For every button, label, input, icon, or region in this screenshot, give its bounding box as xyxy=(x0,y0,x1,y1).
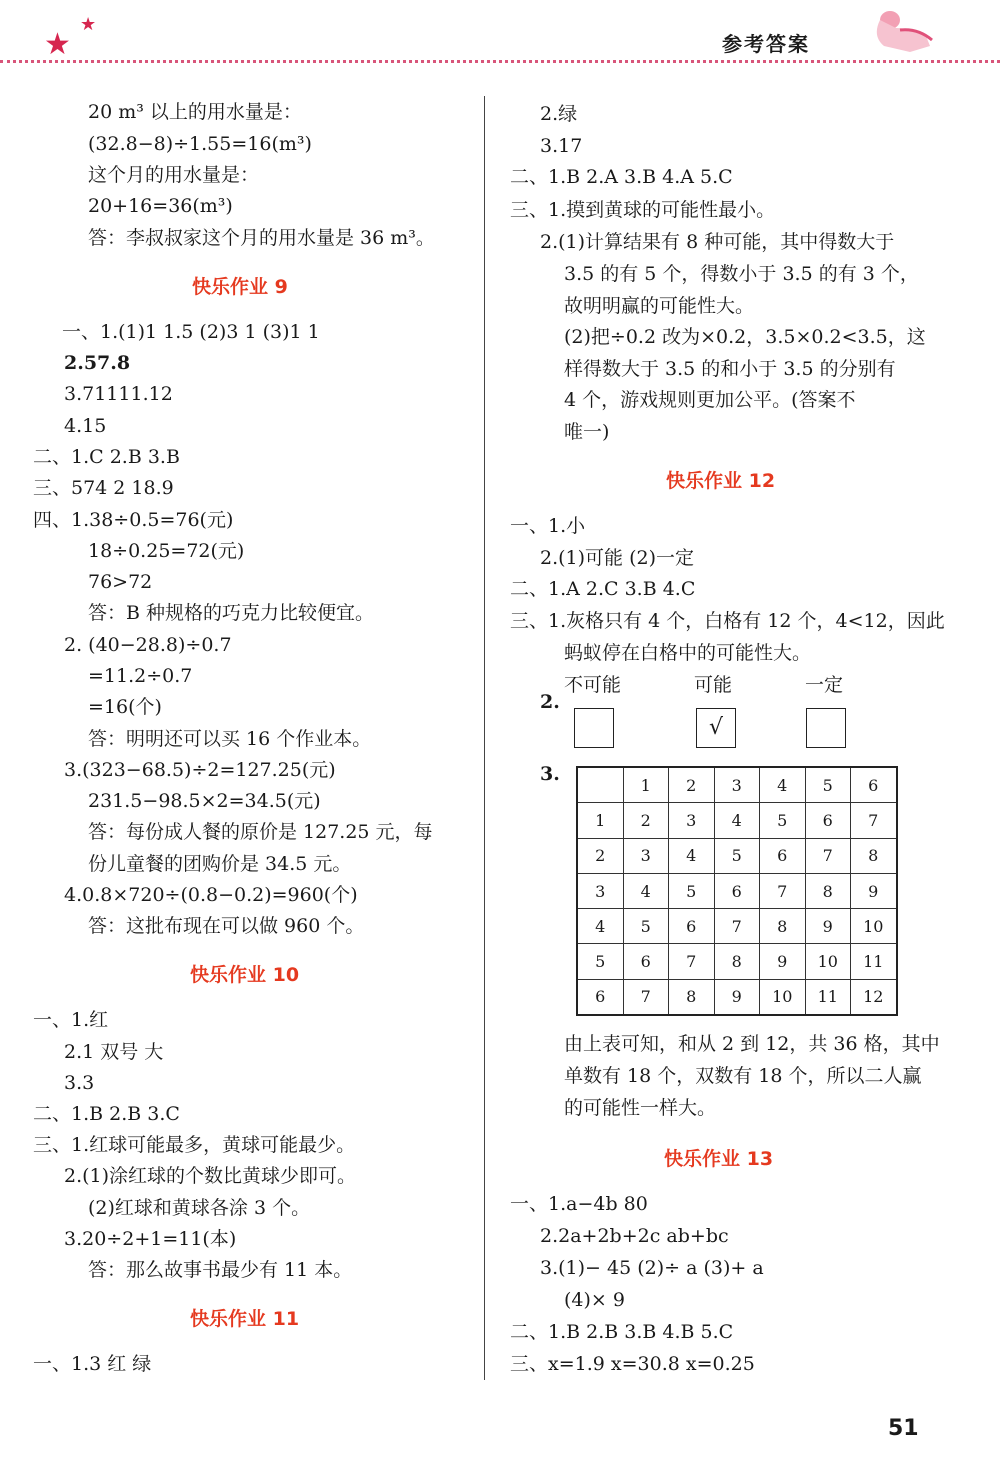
answer-line: 231.5−98.5×2=34.5(元) xyxy=(88,790,321,812)
answer-line: 份儿童餐的团购价是 34.5 元。 xyxy=(88,853,352,875)
section-title-hw10: 快乐作业 10 xyxy=(190,964,300,986)
header-divider xyxy=(0,60,1000,63)
table-cell: 11 xyxy=(851,944,897,979)
table-cell: 5 xyxy=(669,873,715,908)
header-title: 参考答案 xyxy=(722,32,810,56)
answer-line: 单数有 18 个，双数有 18 个，所以二人赢 xyxy=(564,1065,922,1087)
answer-line: 18÷0.25=72(元) xyxy=(88,540,245,562)
table-cell: 10 xyxy=(760,979,806,1015)
table-cell: 8 xyxy=(851,838,897,873)
table-row xyxy=(577,838,897,873)
check-mark-icon: √ xyxy=(708,715,724,740)
answer-line: 二、1.A 2.C 3.B 4.C xyxy=(510,578,696,600)
answer-line: 3.20÷2+1=11(本) xyxy=(64,1228,237,1250)
answer-line: 2.2a+2b+2c ab+bc xyxy=(540,1225,729,1247)
choice-label-impossible: 不可能 xyxy=(564,674,622,696)
table-cell: 7 xyxy=(805,838,851,873)
answer-line: 一、1.a−4b 80 xyxy=(510,1193,648,1215)
table-cell: 6 xyxy=(669,909,715,944)
table-cell: 7 xyxy=(623,979,669,1015)
table-cell: 4 xyxy=(714,803,760,838)
question-label: 3. xyxy=(540,763,560,785)
answer-line: 一、1.红 xyxy=(33,1009,109,1031)
table-cell: 1 xyxy=(623,767,669,803)
table-cell: 3 xyxy=(623,838,669,873)
table-cell: 4 xyxy=(760,767,806,803)
table-cell: 11 xyxy=(805,979,851,1015)
text-line: 20+16=36(m³) xyxy=(88,195,233,217)
answer-line: 76>72 xyxy=(88,571,153,593)
answer-line: =16(个) xyxy=(88,696,162,718)
answer-line: 3.5 的有 5 个，得数小于 3.5 的有 3 个， xyxy=(564,263,919,285)
table-cell: 5 xyxy=(623,909,669,944)
table-cell: 6 xyxy=(760,838,806,873)
answer-line: 故明明赢的可能性大。 xyxy=(564,295,755,317)
table-cell: 6 xyxy=(805,803,851,838)
answer-line: 2.57.8 xyxy=(64,352,131,374)
table-cell: 10 xyxy=(805,944,851,979)
answer-line: 三、1.红球可能最多，黄球可能最少。 xyxy=(33,1134,356,1156)
page-header xyxy=(0,0,1000,66)
answer-line: 答：B 种规格的巧克力比较便宜。 xyxy=(88,602,375,624)
answer-line: 二、1.B 2.A 3.B 4.A 5.C xyxy=(510,166,733,188)
section-title-hw9: 快乐作业 9 xyxy=(192,276,288,298)
table-cell: 5 xyxy=(577,944,623,979)
section-title-hw13: 快乐作业 13 xyxy=(664,1148,774,1170)
table-row xyxy=(577,803,897,838)
table-cell: 2 xyxy=(577,838,623,873)
answer-line: 3.17 xyxy=(540,135,583,157)
answer-line: 样得数大于 3.5 的和小于 3.5 的分别有 xyxy=(564,358,896,380)
answer-line: 答：那么故事书最少有 11 本。 xyxy=(88,1259,353,1281)
table-cell: 12 xyxy=(851,979,897,1015)
answer-line: 三、1.摸到黄球的可能性最小。 xyxy=(510,199,776,221)
text-line: 20 m³ 以上的用水量是： xyxy=(88,101,302,123)
table-cell: 3 xyxy=(714,767,760,803)
table-cell: 6 xyxy=(851,767,897,803)
answer-line: (2)把÷0.2 改为×0.2，3.5×0.2<3.5，这 xyxy=(564,326,926,348)
answer-line: 3.3 xyxy=(64,1072,95,1094)
table-row xyxy=(577,767,897,803)
table-cell: 8 xyxy=(669,979,715,1015)
table-cell: 2 xyxy=(669,767,715,803)
answer-line: 二、1.B 2.B 3.B 4.B 5.C xyxy=(510,1321,734,1343)
answer-line: 的可能性一样大。 xyxy=(564,1097,717,1119)
table-cell: 9 xyxy=(714,979,760,1015)
page-number: 51 xyxy=(888,1416,919,1441)
answer-line: 答：这批布现在可以做 960 个。 xyxy=(88,915,365,937)
table-cell: 9 xyxy=(760,944,806,979)
answer-line: (4)× 9 xyxy=(564,1289,625,1311)
table-cell: 10 xyxy=(851,909,897,944)
answer-line: 2.(1)计算结果有 8 种可能，其中得数大于 xyxy=(540,231,895,253)
answer-line: 2.(1)可能 (2)一定 xyxy=(540,547,694,569)
answer-line: 答：明明还可以买 16 个作业本。 xyxy=(88,728,372,750)
table-cell: 8 xyxy=(714,944,760,979)
table-cell: 2 xyxy=(623,803,669,838)
answer-line: 四、1.38÷0.5=76(元) xyxy=(33,509,234,531)
table-cell: 4 xyxy=(669,838,715,873)
girl-illustration-icon xyxy=(870,6,936,56)
question-label: 2. xyxy=(540,691,560,713)
answer-line: 蚂蚁停在白格中的可能性大。 xyxy=(564,642,812,664)
table-cell: 1 xyxy=(577,803,623,838)
table-cell: 4 xyxy=(623,873,669,908)
section-title-hw12: 快乐作业 12 xyxy=(666,470,776,492)
table-cell: 5 xyxy=(805,767,851,803)
answer-line: 一、1.(1)1 1.5 (2)3 1 (3)1 1 xyxy=(62,321,320,343)
answer-line: 唯一) xyxy=(564,421,610,443)
table-cell: 9 xyxy=(851,873,897,908)
table-cell: 5 xyxy=(714,838,760,873)
answer-line: 2.绿 xyxy=(540,103,578,125)
table-cell: 9 xyxy=(805,909,851,944)
text-line: 这个月的用水量是： xyxy=(88,164,260,186)
table-cell xyxy=(577,767,623,803)
table-row xyxy=(577,873,897,908)
table-cell: 7 xyxy=(669,944,715,979)
answer-line: 二、1.C 2.B 3.B xyxy=(33,446,180,468)
text-line: 答：李叔叔家这个月的用水量是 36 m³。 xyxy=(88,227,435,249)
table-cell: 4 xyxy=(577,909,623,944)
section-title-hw11: 快乐作业 11 xyxy=(190,1308,300,1330)
table-row xyxy=(577,979,897,1015)
text-line: (32.8−8)÷1.55=16(m³) xyxy=(88,133,312,155)
answer-line: 4.0.8×720÷(0.8−0.2)=960(个) xyxy=(64,884,358,906)
table-cell: 7 xyxy=(760,873,806,908)
table-cell: 5 xyxy=(760,803,806,838)
answer-line: 2.(1)涂红球的个数比黄球少即可。 xyxy=(64,1165,357,1187)
answer-line: 一、1.3 红 绿 xyxy=(33,1353,152,1375)
answer-line: 三、574 2 18.9 xyxy=(33,477,174,499)
answer-line: 答：每份成人餐的原价是 127.25 元，每 xyxy=(88,821,433,843)
answer-line: 由上表可知，和从 2 到 12，共 36 格，其中 xyxy=(564,1033,940,1055)
choice-label-certain: 一定 xyxy=(805,674,844,696)
answer-line: =11.2÷0.7 xyxy=(88,665,193,687)
table-cell: 3 xyxy=(577,873,623,908)
table-row xyxy=(577,944,897,979)
answer-line: 2.1 双号 大 xyxy=(64,1041,164,1063)
answer-line: 3.(1)− 45 (2)÷ a (3)+ a xyxy=(540,1257,764,1279)
column-divider xyxy=(484,96,485,1380)
answer-line: 一、1.小 xyxy=(510,515,586,537)
answer-line: 3.(323−68.5)÷2=127.25(元) xyxy=(64,759,336,781)
table-cell: 7 xyxy=(714,909,760,944)
star-icon: ★ xyxy=(80,14,97,35)
answer-line: 三、1.灰格只有 4 个，白格有 12 个，4<12，因此 xyxy=(510,610,945,632)
table-cell: 8 xyxy=(805,873,851,908)
table-cell: 6 xyxy=(623,944,669,979)
choice-label-possible: 可能 xyxy=(694,674,733,696)
answer-line: 4.15 xyxy=(64,415,107,437)
table-cell: 3 xyxy=(669,803,715,838)
answer-line: 3.71111.12 xyxy=(64,383,173,405)
answer-line: 二、1.B 2.B 3.C xyxy=(33,1103,180,1125)
answer-line: 2. (40−28.8)÷0.7 xyxy=(64,634,232,656)
choice-box-possible xyxy=(696,708,736,748)
choice-box-certain xyxy=(806,708,846,748)
table-row xyxy=(577,909,897,944)
dice-sum-table xyxy=(576,766,898,1016)
answer-line: 4 个，游戏规则更加公平。(答案不 xyxy=(564,389,856,411)
table-cell: 7 xyxy=(851,803,897,838)
answer-line: (2)红球和黄球各涂 3 个。 xyxy=(88,1197,311,1219)
choice-box-impossible xyxy=(574,708,614,748)
table-cell: 8 xyxy=(760,909,806,944)
table-cell: 6 xyxy=(577,979,623,1015)
star-icon: ★ xyxy=(44,27,71,62)
table-cell: 6 xyxy=(714,873,760,908)
answer-line: 三、x=1.9 x=30.8 x=0.25 xyxy=(510,1353,755,1375)
